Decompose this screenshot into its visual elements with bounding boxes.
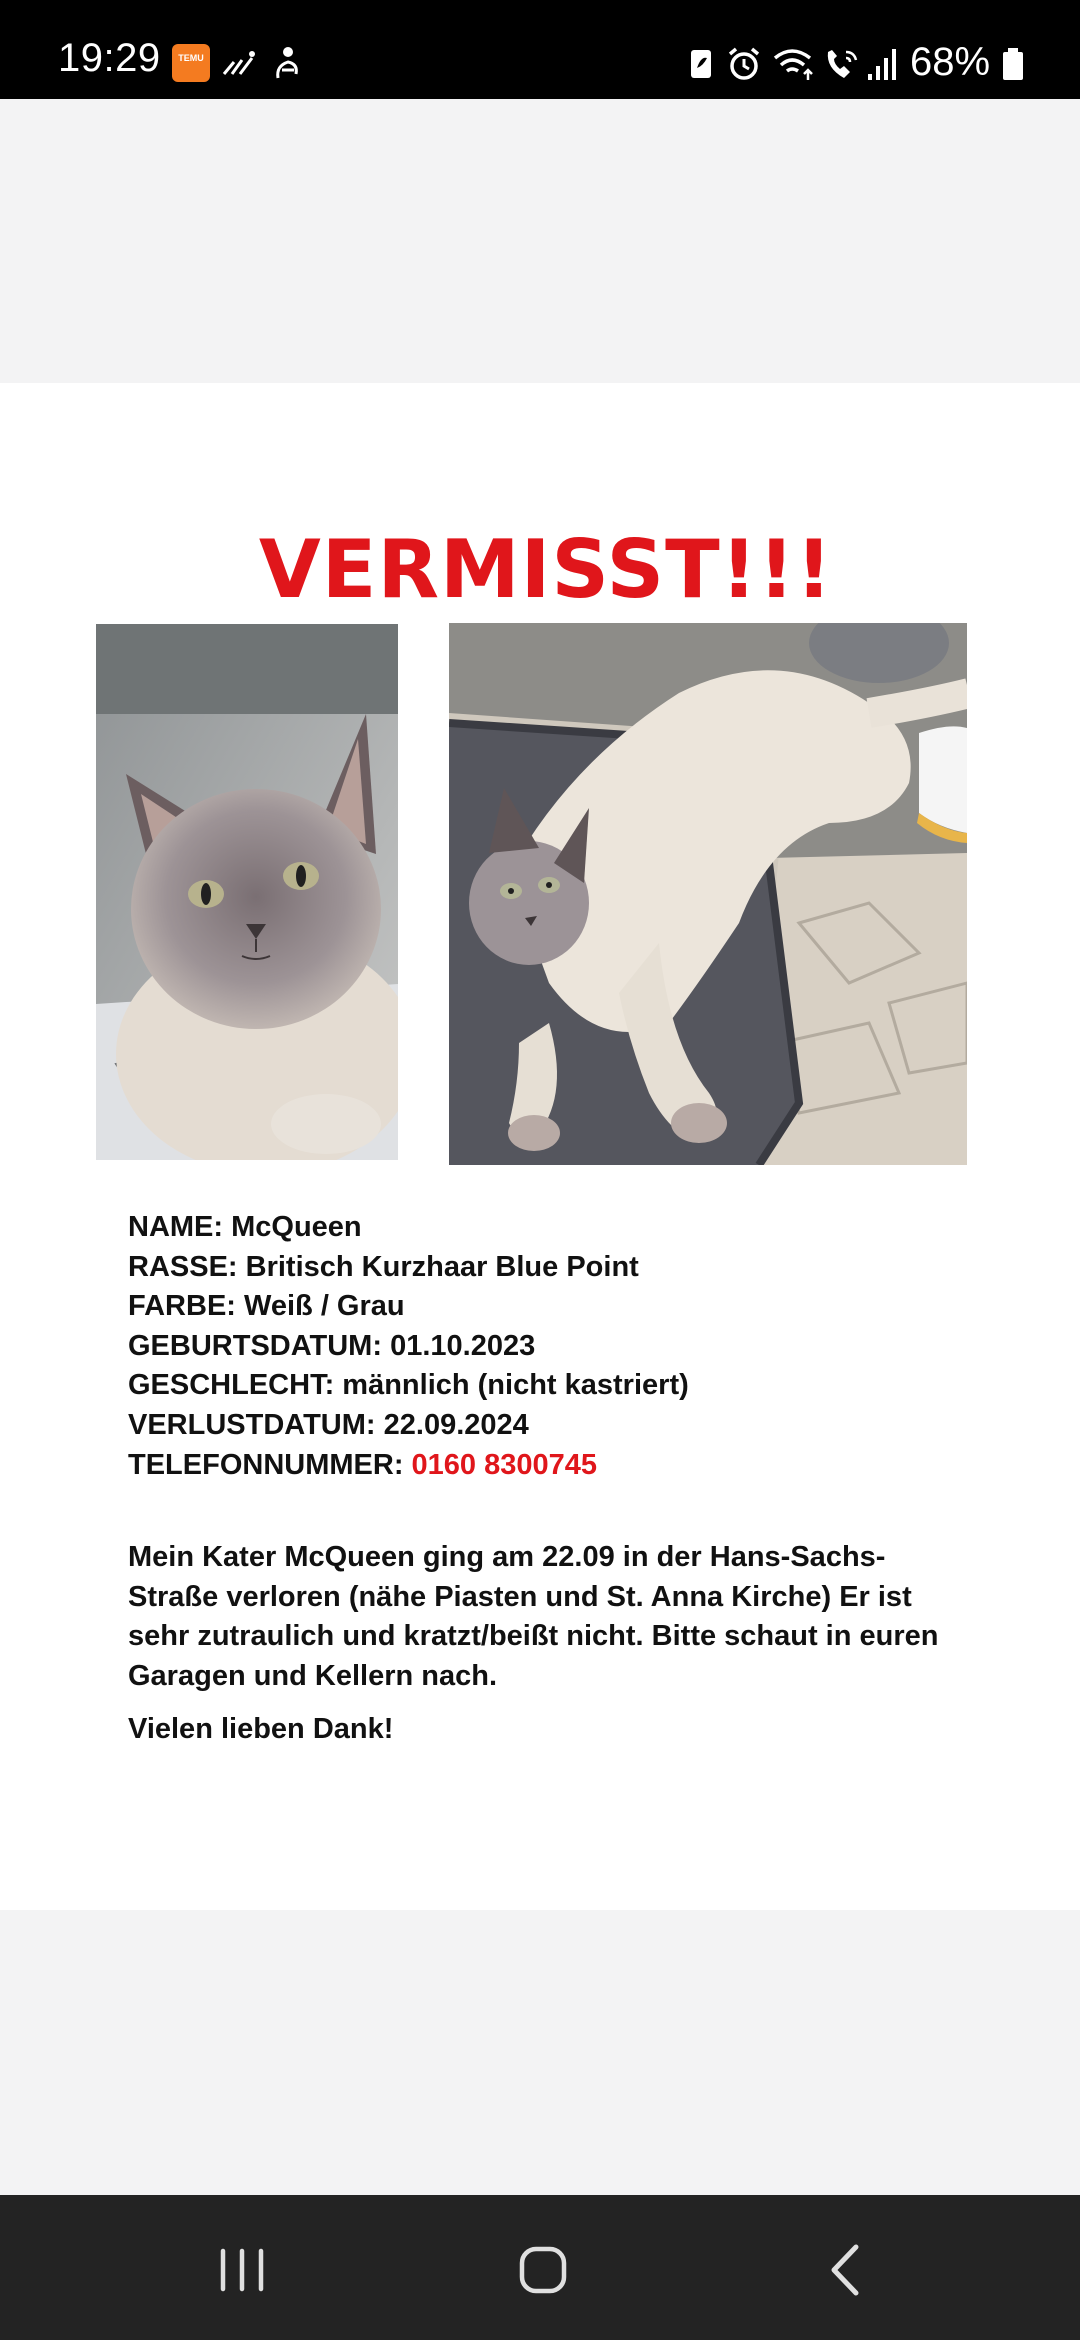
info-label: GEBURTSDATUM:: [128, 1329, 382, 1362]
battery-icon: [1000, 46, 1026, 82]
temu-label: TEMU: [178, 53, 204, 63]
cat-photo-portrait: [96, 624, 398, 1160]
info-label: NAME:: [128, 1211, 224, 1243]
headline: VERMISST!!!: [258, 523, 834, 616]
info-value: McQueen: [231, 1211, 362, 1243]
description-line: Garagen und Kellern nach.: [128, 1659, 498, 1692]
description: [128, 1538, 968, 1696]
thanks-text: Vielen lieben Dank!: [128, 1713, 394, 1745]
info-label: GESCHLECHT:: [128, 1369, 335, 1402]
status-time: 19:29: [58, 36, 161, 80]
info-value: 22.09.2024: [383, 1408, 529, 1441]
info-label: RASSE:: [128, 1250, 238, 1283]
signal-chart-icon: [220, 44, 258, 82]
navigation-bar: [0, 2195, 1080, 2340]
info-sex: [128, 1366, 988, 1406]
description-line: Mein Kater McQueen ging am 22.09 in der Hans-Sachs-: [128, 1541, 886, 1573]
cat-photo-lying: [449, 623, 967, 1165]
info-value: Weiß / Grau: [244, 1290, 405, 1323]
info-breed: [128, 1248, 988, 1288]
info-birthdate: [128, 1327, 988, 1367]
home-icon[interactable]: [508, 2235, 578, 2305]
info-color: [128, 1287, 988, 1327]
recent-apps-icon[interactable]: [207, 2235, 277, 2305]
back-icon[interactable]: [812, 2235, 882, 2305]
alarm-icon: [726, 46, 762, 82]
info-label: VERLUSTDATUM:: [128, 1408, 376, 1441]
status-bar: [0, 0, 1080, 99]
battery-saver-icon: [683, 46, 719, 82]
cell-signal-icon: [866, 46, 898, 82]
bottom-gray-area: [0, 1910, 1080, 2195]
description-line: Straße verloren (nähe Piasten und St. Anna Kirche) Er ist: [128, 1580, 912, 1613]
info-value: 01.10.2023: [390, 1329, 536, 1362]
missing-cat-flyer[interactable]: [0, 383, 1080, 1910]
battery-percent: 68%: [910, 40, 991, 84]
info-lost-date: [128, 1406, 988, 1446]
wifi-call-icon: [822, 46, 862, 82]
description-line: sehr zutraulich und kratzt/beißt nicht. Bitte schaut in euren: [128, 1620, 939, 1652]
info-value: Britisch Kurzhaar Blue Point: [245, 1250, 639, 1283]
temu-icon: [172, 44, 210, 82]
top-gray-area: [0, 99, 1080, 383]
info-value: männlich (nicht kastriert): [342, 1369, 689, 1402]
info-phone: [128, 1446, 988, 1486]
cat-info-list: [128, 1208, 988, 1485]
info-label: TELEFONNUMMER:: [128, 1448, 404, 1481]
person-icon: [268, 44, 306, 82]
wifi-icon: [772, 46, 816, 82]
info-label: FARBE:: [128, 1290, 236, 1323]
info-name: [128, 1208, 988, 1248]
phone-number-link[interactable]: 0160 8300745: [411, 1448, 598, 1481]
